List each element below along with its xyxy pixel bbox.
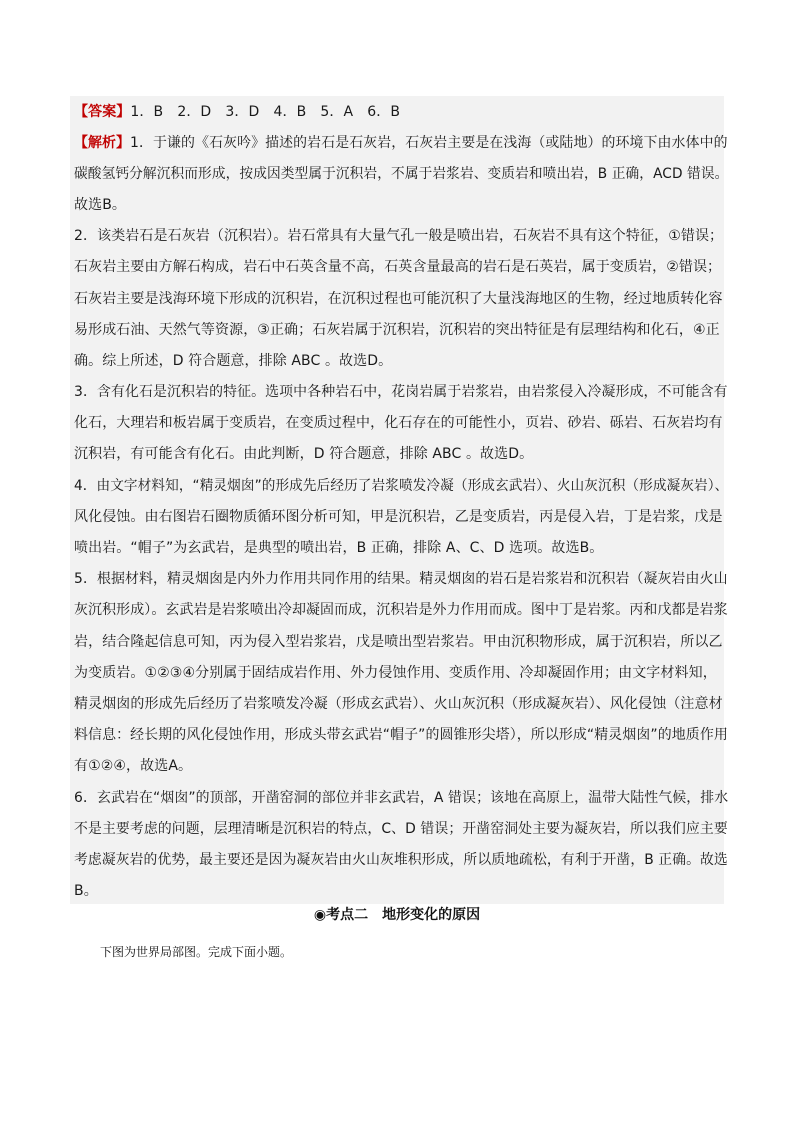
analysis-line: 故选B。 [74,197,127,213]
analysis-line: 碳酸氢钙分解沉积而形成，按成因类型属于沉积岩，不属于岩浆岩、变质岩和喷出岩，B 正确，ACD 错误。 [74,166,729,182]
analysis-line: 易形成石油、天然气等资源，③正确；石灰岩属于沉积岩，沉积岩的突出特征是有层理结构和化石，④正 [74,322,720,338]
answer-analysis-box [70,96,724,904]
analysis-line: 5．根据材料，精灵烟囱是内外力作用共同作用的结果。精灵烟囱的岩石是岩浆岩和沉积岩（凝灰岩由火山 [74,571,728,587]
analysis-line: 精灵烟囱的形成先后经历了岩浆喷发冷凝（形成玄武岩）、火山灰沉积（形成凝灰岩）、风化侵蚀（注意材 [74,696,723,712]
analysis-line: 喷出岩。“帽子”为玄武岩，是典型的喷出岩，B 正确，排除 A、C、D 选项。故选B。 [74,540,604,556]
answer-label: 【答案】 [74,104,131,120]
analysis-line: 不是主要考虑的问题，层理清晰是沉积岩的特点，C、D 错误；开凿窑洞处主要为凝灰岩，所以我们应主要 [74,821,728,837]
analysis-line: 风化侵蚀。由右图岩石圈物质循环图分析可知，甲是沉积岩，乙是变质岩，丙是侵入岩，丁是岩浆，戊是 [74,509,723,525]
analysis-line: 确。综上所述，D 符合题意，排除 ABC 。故选D。 [74,353,393,369]
question-intro: 下图为世界局部图。完成下面小题。 [100,945,293,959]
analysis-line: 3．含有化石是沉积岩的特征。选项中各种岩石中，花岗岩属于岩浆岩，由岩浆侵入冷凝形成，不可能含有 [74,384,728,400]
analysis-line: B。 [74,883,98,899]
analysis-line: 化石，大理岩和板岩属于变质岩，在变质过程中，化石存在的可能性小，页岩、砂岩、砾岩、石灰岩均有 [74,415,723,431]
analysis-label: 【解析】 [74,135,131,151]
analysis-line-1 [74,134,728,152]
analysis-line: 有①②④，故选A。 [74,758,193,774]
analysis-line: 岩，结合隆起信息可知，丙为侵入型岩浆岩，戊是喷出型岩浆岩。甲由沉积物形成，属于沉积岩，所以乙 [74,634,723,650]
analysis-line: 为变质岩。①②③④分别属于固结成岩作用、外力侵蚀作用、变质作用、冷却凝固作用；由文字材料知， [74,665,717,681]
answer-line [74,103,400,121]
analysis-line: 4．由文字材料知，“精灵烟囱”的形成先后经历了岩浆喷发冷凝（形成玄武岩）、火山灰沉积（形成凝灰岩）、 [74,478,729,494]
analysis-line: 石灰岩主要是浅海环境下形成的沉积岩，在沉积过程也可能沉积了大量浅海地区的生物，经过地质转化容 [74,291,723,307]
analysis-line: 2．该类岩石是石灰岩（沉积岩）。岩石常具有大量气孔一般是喷出岩，石灰岩不具有这个特征，①错误； [74,228,724,244]
analysis-line: 灰沉积形成）。玄武岩是岩浆喷出冷却凝固而成，沉积岩是外力作用而成。图中丁是岩浆。丙和戊都是岩浆 [74,602,728,618]
answer-text: 1．B 2．D 3．D 4．B 5．A 6．B [130,104,401,120]
analysis-line: 6．玄武岩在“烟囱”的顶部，开凿窑洞的部位并非玄武岩，A 错误；该地在高原上，温带大陆性气候，排水 [74,790,729,806]
analysis-text: 1．于谦的《石灰吟》描述的岩石是石灰岩，石灰岩主要是在浅海（或陆地）的环境下由水体中的 [130,135,728,151]
section-title: ◉考点二 地形变化的原因 [313,907,481,923]
analysis-line: 沉积岩，有可能含有化石。由此判断，D 符合题意，排除 ABC 。故选D。 [74,446,534,462]
analysis-line: 石灰岩主要由方解石构成，岩石中石英含量不高，石英含量最高的岩石是石英岩，属于变质岩，②错误； [74,259,722,275]
analysis-line: 料信息：经长期的风化侵蚀作用，形成头带玄武岩“帽子”的圆锥形尖塔），所以形成“精灵烟囱”的地质作用 [74,727,728,743]
analysis-line: 考虑凝灰岩的优势，最主要还是因为凝灰岩由火山灰堆积形成，所以质地疏松，有利于开凿，B 正确。故选 [74,852,728,868]
